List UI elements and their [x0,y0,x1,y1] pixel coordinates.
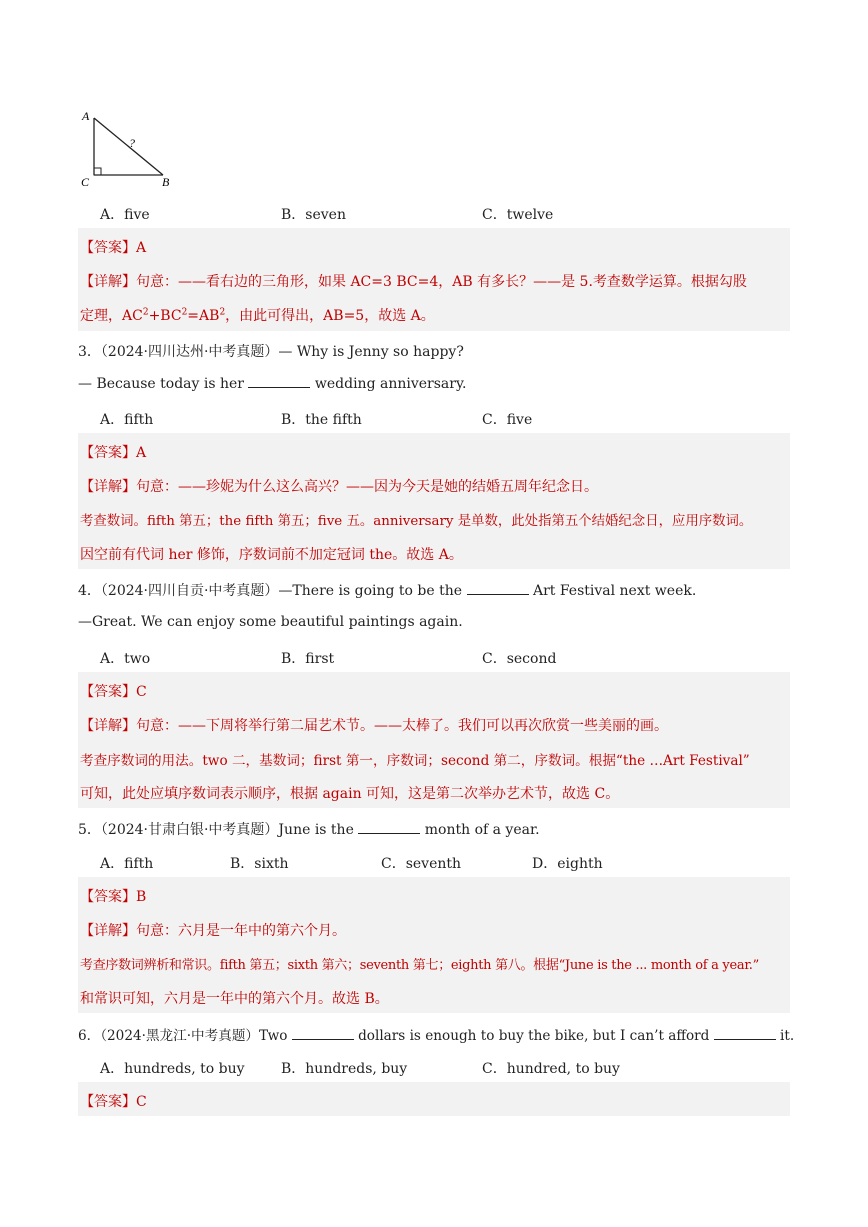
q3-option-b[interactable]: B．the fifth [281,412,362,428]
q3-detail-line-2: 考查数词。fifth 第五；the fifth 第五；five 五。anniversary 是单数，此处指第五个结婚纪念日，应用序数词。 [80,514,753,529]
side-ab-question-mark: ? [129,136,135,150]
triangle-figure [78,106,178,188]
q2-detail-line-2 [80,305,435,325]
q3-option-a[interactable]: A．fifth [100,412,154,428]
q2-answer: 【答案】A [80,240,147,256]
q5-option-d[interactable]: D．eighth [532,856,603,872]
q2-option-c[interactable]: C．twelve [482,207,554,223]
q4-text: Art Festival next week. [532,583,697,599]
q4-answer-box [78,672,790,808]
q5-option-c[interactable]: C．seventh [381,856,462,872]
q2-superscript: 2 [219,307,226,318]
q5-option-b[interactable]: B．sixth [230,856,289,872]
q2-superscript: 2 [181,307,188,318]
q3-blank[interactable] [248,375,310,388]
q6-text: dollars is enough to buy the bike, but I can’t afford [358,1028,710,1044]
q6-text: 6．（2024·黑龙江·中考真题）Two [78,1028,288,1044]
q2-superscript: 2 [142,307,149,318]
q4-line-2: —Great. We can enjoy some beautiful paintings again. [78,614,463,630]
q3-detail-line-1: 【详解】句意：——珍妮为什么这么高兴？——因为今天是她的结婚五周年纪念日。 [80,479,598,495]
q3-option-c[interactable]: C．five [482,412,533,428]
q3-detail-line-3: 因空前有代词 her 修饰，序数词前不加定冠词 the。故选 A。 [80,547,463,563]
q4-detail-line-2: 考查序数词的用法。two 二，基数词；first 第一，序数词；second 第二，序数词。根据“the …Art Festival” [80,753,750,769]
q2-option-a[interactable]: A．five [100,207,150,223]
q6-text: it. [780,1028,795,1044]
vertex-c-label: C [81,175,90,188]
q2-detail-text: +BC [148,308,182,324]
q5-text: 5．（2024·甘肃白银·中考真题）June is the [78,822,354,838]
q4-text: 4．（2024·四川自贡·中考真题）—There is going to be the [78,583,463,599]
q4-option-c[interactable]: C．second [482,651,557,667]
q6-option-c[interactable]: C．hundred, to buy [482,1061,620,1077]
q6-blank-2[interactable] [714,1027,776,1040]
q6-blank-1[interactable] [292,1027,354,1040]
q4-detail-line-3: 可知，此处应填序数词表示顺序，根据 again 可知，这是第二次举办艺术节，故选 C。 [80,786,620,802]
q3-line-2 [78,375,790,392]
q6-answer-box [78,1082,790,1116]
right-angle-mark [94,168,101,175]
q4-detail-line-1: 【详解】句意：——下周将举行第二届艺术节。——太棒了。我们可以再次欣赏一些美丽的画。 [80,718,668,734]
vertex-a-label: A [82,109,90,123]
q5-text: month of a year. [424,822,540,838]
q5-detail-line-3: 和常识可知，六月是一年中的第六个月。故选 B。 [80,991,389,1007]
q2-answer-box [78,228,790,331]
q3-answer-box [78,433,790,569]
q5-answer: 【答案】B [80,889,147,905]
q3-text: wedding anniversary. [314,376,467,392]
q4-answer: 【答案】C [80,684,147,700]
q2-option-b[interactable]: B．seven [281,207,346,223]
q4-blank[interactable] [467,582,529,595]
q3-text: — Because today is her [78,376,244,392]
q6-option-a[interactable]: A．hundreds, to buy [100,1061,245,1077]
q4-option-b[interactable]: B．first [281,651,335,667]
q5-detail-line-2: 考查序数词辨析和常识。fifth 第五；sixth 第六；seventh 第七；eighth 第八。根据“June is the ... month of a year.” [80,958,759,973]
q2-detail-text: =AB [187,308,220,324]
vertex-b-label: B [162,175,170,188]
q6-option-b[interactable]: B．hundreds, buy [281,1061,408,1077]
q2-detail-line-1: 【详解】句意：——看右边的三角形，如果 AC=3 BC=4，AB 有多长？——是 5.考查数学运算。根据勾股 [80,274,747,290]
q4-stem [78,580,790,600]
q5-blank[interactable] [358,821,420,834]
q5-option-a[interactable]: A．fifth [100,856,154,872]
q2-detail-text: ，由此可得出，AB=5，故选 A。 [225,308,435,324]
q5-stem [78,819,790,839]
q6-stem [78,1024,795,1044]
q4-option-a[interactable]: A．two [100,651,151,667]
q6-answer: 【答案】C [80,1094,147,1110]
q3-stem: 3．（2024·四川达州·中考真题）— Why is Jenny so happy? [78,344,464,360]
q3-answer: 【答案】A [80,445,147,461]
q5-detail-line-1: 【详解】句意：六月是一年中的第六个月。 [80,923,346,939]
q2-detail-text: 定理，AC [80,308,143,324]
q5-answer-box [78,877,790,1013]
